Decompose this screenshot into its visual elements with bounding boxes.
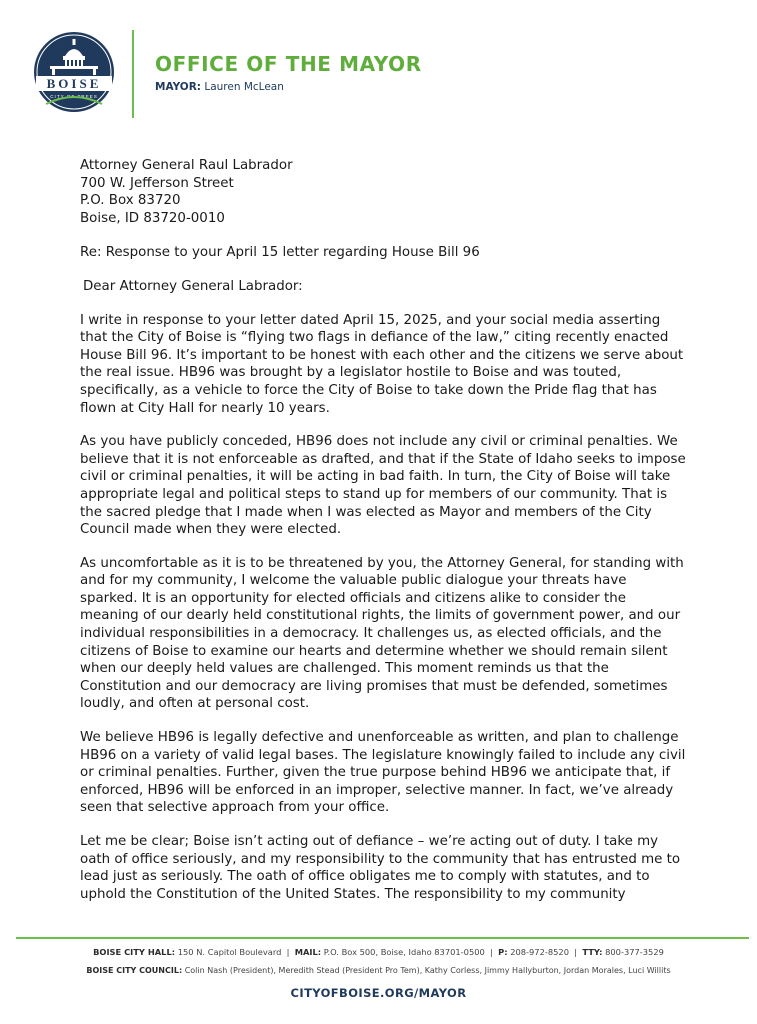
logo-name: BOISE <box>46 76 102 91</box>
header-divider <box>132 30 134 118</box>
letter-body <box>80 157 688 903</box>
office-title: OFFICE OF THE MAYOR <box>155 52 422 76</box>
footer-divider <box>16 937 749 939</box>
recipient-po-box: P.O. Box 83720 <box>80 193 181 209</box>
mayor-line <box>155 81 284 93</box>
paragraph: Let me be clear; Boise isn’t acting out of defiance – we’re acting out of duty. I take my oath of office seriously, and my responsibility to the community that has entrusted me to lead just as seriously. The oath of office obligates me to comply with statutes, and to uphold the Constitution of the United States. The responsibility to my community <box>80 834 681 902</box>
mail-address: P.O. Box 500, Boise, Idaho 83701-0500 <box>323 947 485 957</box>
re-line: Re: Response to your April 15 letter regarding House Bill 96 <box>80 245 480 261</box>
website-link[interactable]: CITYOFBOISE.ORG/MAYOR <box>290 986 467 1000</box>
paragraph: We believe HB96 is legally defective and unenforceable as written, and plan to challenge HB96 on a variety of valid legal bases. The legislature knowingly failed to include any civil or criminal penalties. Further, given the true purpose behind HB96 we anticipate that, if enforced, HB96 will be enforced in an improper, selective manner. In fact, we’ve already seen that selective approach from your office. <box>80 730 686 816</box>
paragraph: I write in response to your letter dated April 15, 2025, and your social media asserting that the City of Boise is “flying two flags in defiance of the law,” citing recently enacted House Bill 96. It’s important to be honest with each other and the citizens we serve about the real issue. HB96 was brought by a legislator hostile to Boise and was touted, specifically, as a vehicle to force the City of Boise to take down the Pride flag that has flown at City Hall for nearly 10 years. <box>80 312 684 416</box>
mayor-name: Lauren McLean <box>204 81 284 93</box>
council-members: Colin Nash (President), Meredith Stead (President Pro Tem), Kathy Corless, Jimmy Hallyburton, Jordan Morales, Luci Willits <box>184 966 671 975</box>
logo-tagline: CITY OF TREES <box>50 94 98 99</box>
paragraph: As you have publicly conceded, HB96 does not include any civil or criminal penalties. We believe that it is not enforceable as drafted, and that if the State of Idaho seeks to impose civil or criminal penalties, it will be acting in bad faith. In turn, the City of Boise will take appropriate legal and political steps to stand up for members of our community. That is the sacred pledge that I made when I was elected as Mayor and members of the City Council made when they were elected. <box>80 434 686 538</box>
tty-label: TTY: <box>582 947 603 957</box>
tty-number: 800-377-3529 <box>605 947 664 957</box>
recipient-address <box>80 157 688 227</box>
phone-label: P: <box>498 947 508 957</box>
salutation: Dear Attorney General Labrador: <box>83 278 303 294</box>
mail-label: MAIL: <box>294 947 322 957</box>
council-label: BOISE CITY COUNCIL: <box>86 966 183 975</box>
city-hall-address: 150 N. Capitol Boulevard <box>177 947 282 957</box>
mayor-label: MAYOR: <box>155 81 202 93</box>
footer-council-line <box>0 966 757 975</box>
boise-city-seal-logo <box>32 30 116 114</box>
footer-contact-line: BOISE CITY HALL: 150 N. Capitol Boulevard | MAIL: P.O. Box 500, Boise, Idaho 83701-0500 | P: 208-972-8520 | TTY: 800-377-3529 <box>93 947 664 957</box>
city-hall-label: BOISE CITY HALL: <box>93 947 176 957</box>
paragraph: As uncomfortable as it is to be threatened by you, the Attorney General, for standing with and for my community, I welcome the valuable public dialogue your threats have sparked. It is an opportunity for elected officials and citizens alike to consider the meaning of our dearly held constitutional rights, the limits of government power, and our individual responsibilities in a democracy. It challenges us, as elected officials, and the citizens of Boise to examine our hearts and determine whether we should remain silent when our deeply held values are challenged. This moment reminds us that the Constitution and our democracy are living promises that must be defended, sometimes loudly, and often at personal cost. <box>80 555 684 712</box>
recipient-name: Attorney General Raul Labrador <box>80 158 293 173</box>
phone-number: 208-972-8520 <box>510 947 569 957</box>
recipient-street: 700 W. Jefferson Street <box>80 175 234 191</box>
recipient-city: Boise, ID 83720-0010 <box>80 210 225 226</box>
